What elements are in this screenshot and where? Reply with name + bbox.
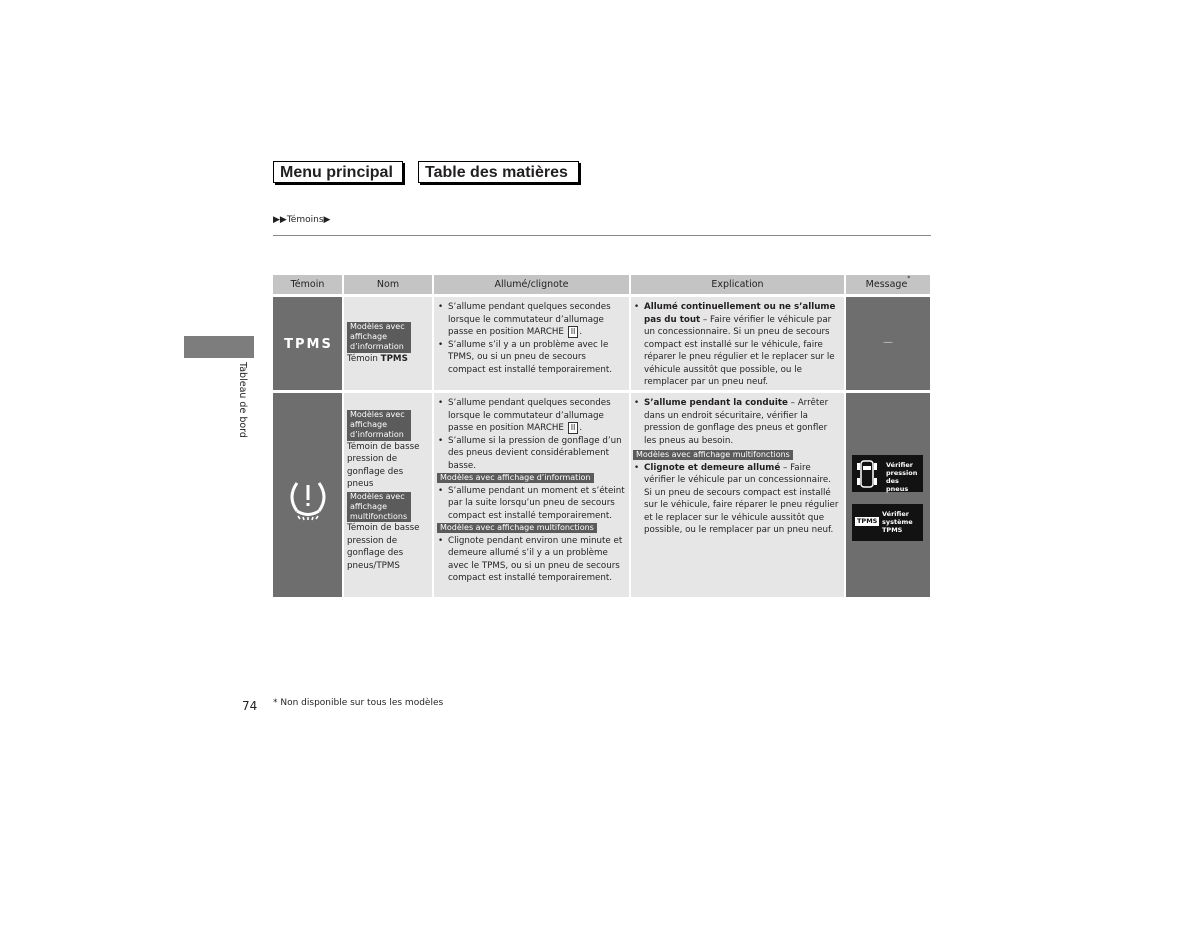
row2-expl-item: • S’allume pendant la conduite – Arrêter dans un endroit sécuritaire, vérifier la pression de gonflage des pneus et gonfler les pneus au besoin. bbox=[633, 397, 840, 447]
row2-name-1: Témoin de basse pression de gonflage des pneus bbox=[347, 441, 420, 490]
model-tag: Modèles avec affichage d’information bbox=[437, 473, 594, 483]
msg2-line: système bbox=[882, 518, 913, 526]
footnote: * Non disponible sur tous les modèles bbox=[273, 698, 444, 708]
row1-name-cell bbox=[344, 297, 432, 390]
row2-name-2: Témoin de basse pression de gonflage des pneus/TPMS bbox=[347, 523, 420, 571]
model-tag: Modèles avec affichage multifonctions bbox=[347, 492, 411, 523]
tpms-indicator-icon: TPMS bbox=[284, 337, 333, 352]
row2-message-cell bbox=[846, 393, 930, 597]
row2-allume-item: • Clignote pendant environ une minute et demeure allumé s’il y a un problème avec le TPMS, ou si un pneu de secours compact est installé temporairement. bbox=[437, 535, 625, 585]
header-explication: Explication bbox=[631, 275, 844, 294]
row2-name-cell bbox=[344, 393, 432, 597]
header-allume: Allumé/clignote bbox=[434, 275, 629, 294]
row1-name: Témoin bbox=[347, 353, 381, 364]
row1-indicator-cell bbox=[273, 297, 342, 390]
row2-allume-item: • S’allume pendant quelques secondes lorsque le commutateur d’allumage passe en position MARCHE II . bbox=[437, 397, 625, 435]
row2-allume-item: • S’allume si la pression de gonflage d’un des pneus devient considérablement basse. bbox=[437, 435, 625, 473]
row1-allume-item: • S’allume pendant quelques secondes lorsque le commutateur d’allumage passe en position MARCHE II . bbox=[437, 301, 625, 339]
message-check-tpms bbox=[852, 504, 923, 541]
car-tires-icon bbox=[854, 455, 880, 492]
model-tag: Modèles avec affichage multifonctions bbox=[437, 523, 597, 533]
chapter-tab bbox=[184, 336, 254, 358]
model-tag: Modèles avec affichage d’information bbox=[347, 410, 411, 441]
model-tag: Modèles avec affichage multifonctions bbox=[633, 450, 793, 460]
tpms-badge-icon: TPMS bbox=[857, 517, 878, 525]
msg2-line: TPMS bbox=[882, 526, 903, 534]
msg2-line: Vérifier bbox=[882, 510, 909, 518]
row2-explication-cell bbox=[631, 393, 844, 597]
header-temoin: Témoin bbox=[273, 275, 342, 294]
header-message: Message* bbox=[846, 275, 930, 294]
row2-indicator-cell bbox=[273, 393, 342, 597]
row2-allume-cell bbox=[434, 393, 629, 597]
msg1-line: pression bbox=[886, 469, 918, 477]
row2-allume-item: • S’allume pendant un moment et s’éteint par la suite lorsqu’un pneu de secours compact est installé temporairement. bbox=[437, 485, 625, 523]
menu-principal-button[interactable]: Menu principal bbox=[273, 161, 403, 183]
row2-expl-item: • Clignote et demeure allumé – Faire vérifier le véhicule par un concessionnaire. Si un pneu de secours compact est installé sur le véhicule, faire réparer le pneu régulier et le replacer sur le véhicule aussitôt que possible, ou le remplacer par un pneu neuf. bbox=[633, 462, 840, 537]
row1-name-bold: TPMS bbox=[380, 353, 408, 364]
breadcrumb: ▶▶Témoins▶ bbox=[273, 215, 331, 225]
page-number: 74 bbox=[242, 699, 258, 713]
low-tire-pressure-icon bbox=[273, 393, 342, 597]
msg1-line: Vérifier bbox=[886, 461, 913, 469]
no-message: — bbox=[883, 337, 893, 348]
row1-allume-cell bbox=[434, 297, 629, 390]
ignition-key-icon: II bbox=[568, 422, 579, 434]
header-rule bbox=[273, 235, 931, 236]
table-des-matieres-button[interactable]: Table des matières bbox=[418, 161, 579, 183]
row1-message-cell bbox=[846, 297, 930, 390]
ignition-key-icon: II bbox=[568, 326, 579, 338]
message-check-tire-pressure bbox=[852, 455, 923, 492]
row1-allume-item: • S’allume s’il y a un problème avec le TPMS, ou si un pneu de secours compact est installé temporairement. bbox=[437, 339, 625, 377]
header-nom: Nom bbox=[344, 275, 432, 294]
chapter-label: Tableau de bord bbox=[237, 362, 248, 438]
row1-expl-item: • Allumé continuellement ou ne s’allume pas du tout – Faire vérifier le véhicule par un concessionnaire. Si un pneu de secours compact est installé sur le véhicule, faire réparer le pneu régulier et le replacer sur le véhicule aussitôt que possible, ou le remplacer par un pneu neuf. bbox=[633, 301, 840, 389]
msg1-line: des pneus bbox=[886, 477, 909, 493]
row1-explication-cell bbox=[631, 297, 844, 390]
model-tag: Modèles avec affichage d’information bbox=[347, 322, 411, 353]
